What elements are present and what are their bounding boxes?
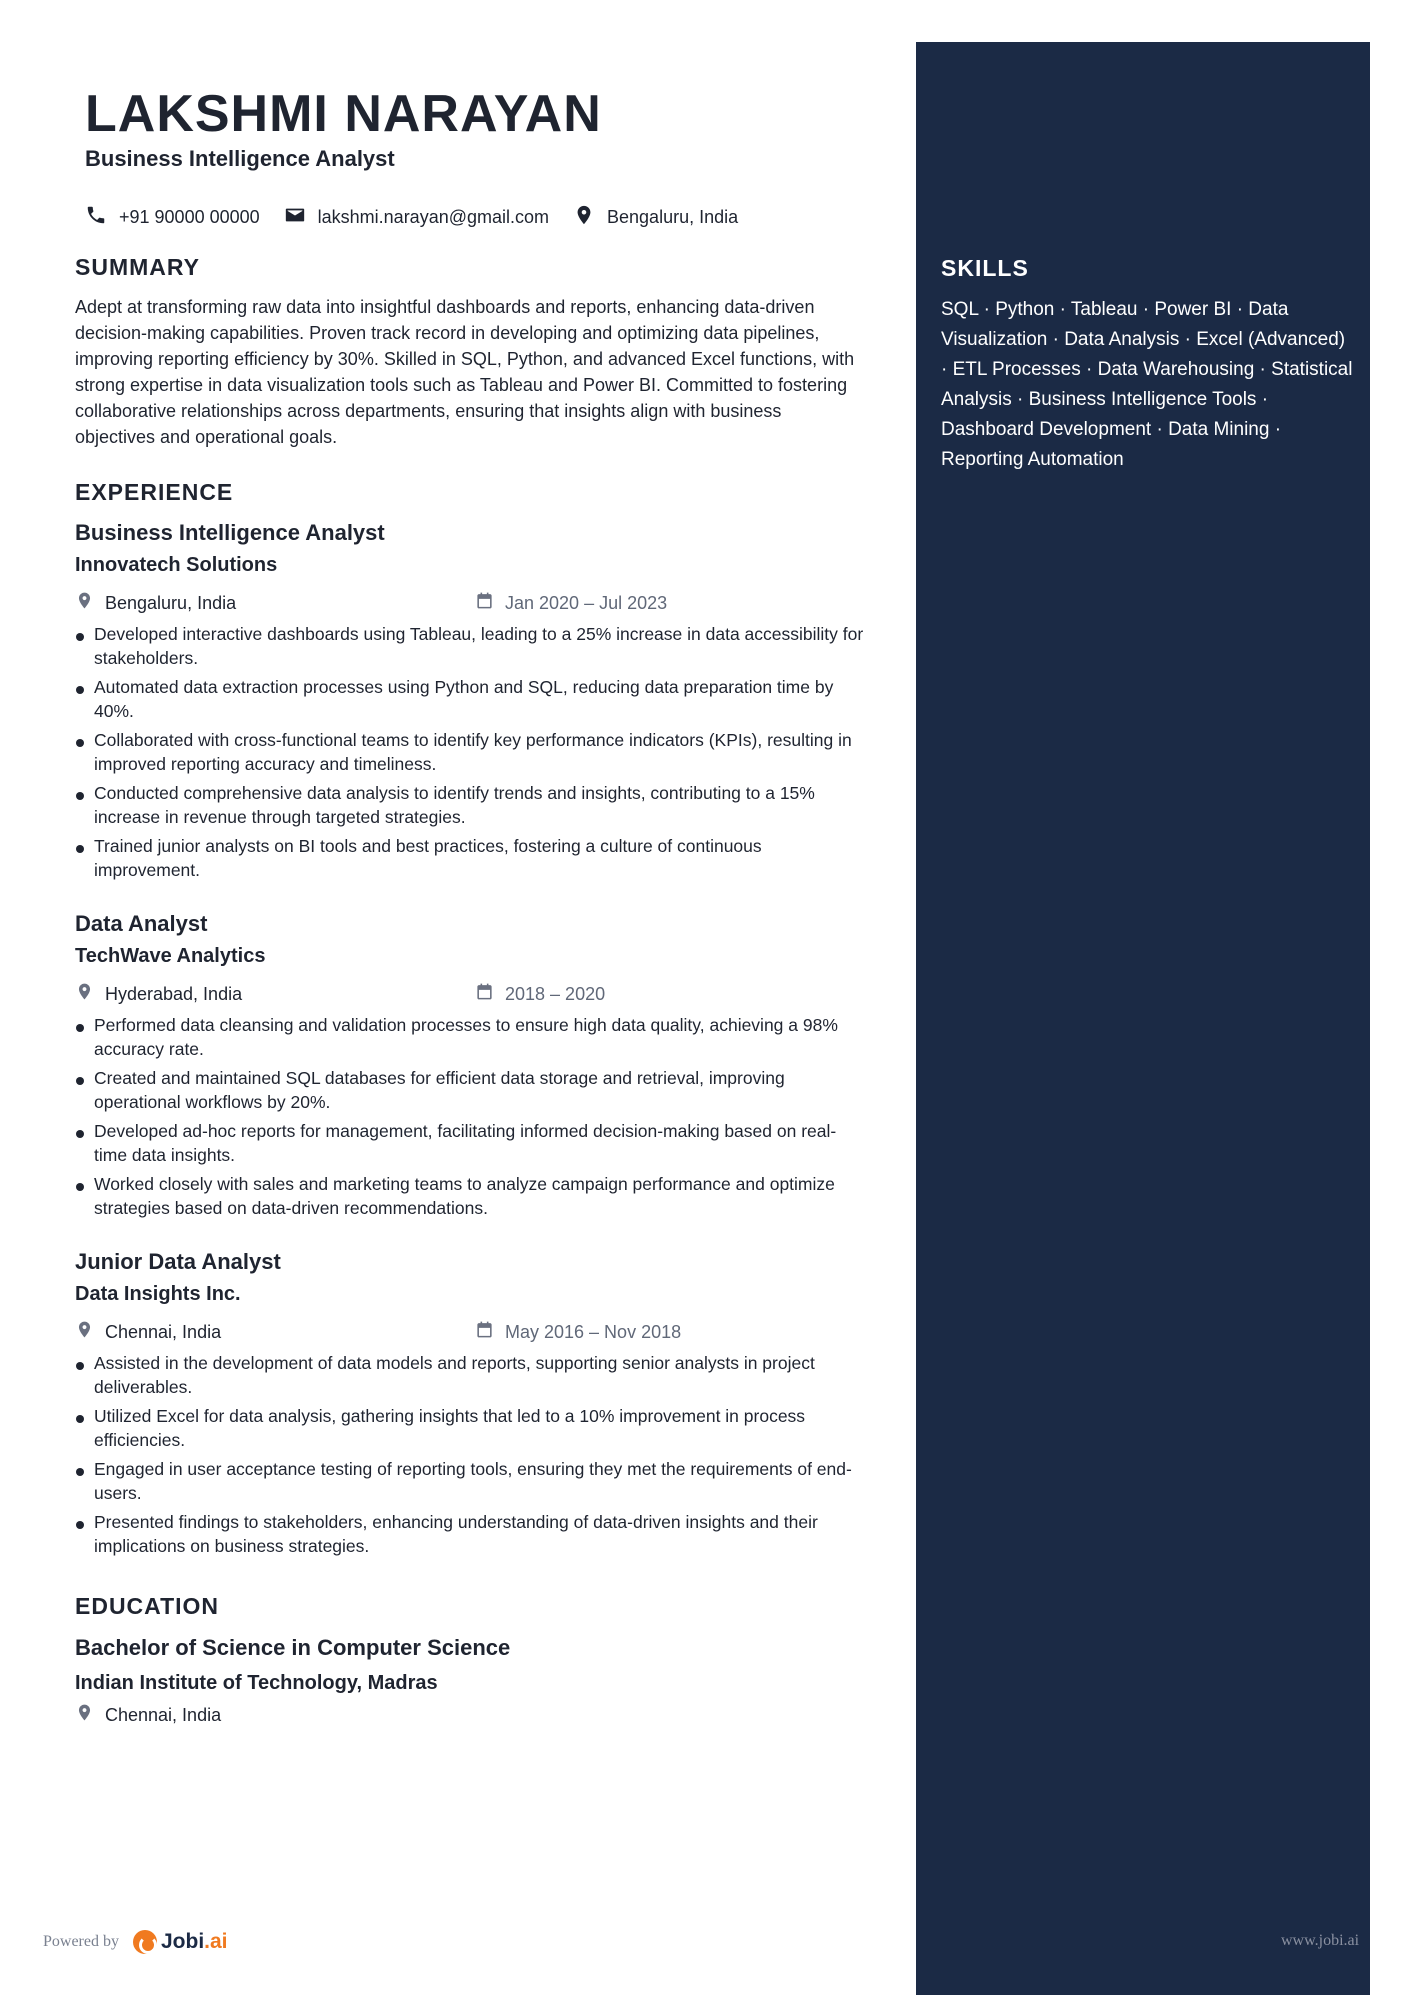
job-dates: [475, 982, 605, 1006]
job-bullets: [75, 1351, 865, 1558]
summary-text: Adept at transforming raw data into insightful dashboards and reports, enhancing data-driven decision-making capabilities. Proven track record in developing and optimizing data pipelines, improving reporting efficiency by 30%. Skilled in SQL, Python, and advanced Excel functions, with strong expertise in data visualization tools such as Tableau and Power BI. Committed to fostering collaborative relationships across departments, ensuring that insights align with business objectives and operational goals.: [75, 297, 855, 447]
calendar-icon: [475, 982, 505, 1006]
job-bullets: [75, 622, 865, 882]
jobi-logo-icon: [133, 1930, 157, 1954]
job-title: Data Analyst: [75, 911, 208, 936]
job-bullets: [75, 1013, 865, 1220]
job-bullet: Engaged in user acceptance testing of reporting tools, ensuring they met the requirements of end-users.: [75, 1457, 865, 1505]
email-text: lakshmi.narayan@gmail.com: [317, 207, 550, 227]
job-company: TechWave Analytics: [75, 945, 266, 967]
education-degree: Bachelor of Science in Computer Science: [75, 1635, 511, 1660]
job-location-text: Bengaluru, India: [105, 592, 237, 613]
job-meta: [75, 1315, 865, 1349]
job-bullet: Worked closely with sales and marketing teams to analyze campaign performance and optimize strategies based on data-driven recommendations.: [75, 1172, 865, 1220]
job-bullet: Utilized Excel for data analysis, gathering insights that led to a 10% improvement in process efficiencies.: [75, 1404, 865, 1452]
skills-sidebar: [916, 42, 1370, 1995]
job-dates-text: May 2016 – Nov 2018: [505, 1321, 682, 1342]
job-dates: [475, 591, 667, 615]
location-text: Bengaluru, India: [607, 207, 739, 227]
job-entry: [75, 1247, 865, 1563]
phone-icon: [85, 204, 119, 231]
skills-list: SQL · Python · Tableau · Power BI · Data Visualization · Data Analysis · Excel (Advanced) · ETL Processes · Data Warehousing · Statistical Analysis · Business Intelligence Tools · Dashboard Development · Data Mining · Reporting Automation: [941, 299, 1353, 470]
job-dates-text: 2018 – 2020: [505, 983, 606, 1004]
location-pin-icon: [75, 1320, 105, 1344]
job-bullet: Assisted in the development of data models and reports, supporting senior analysts in project deliverables.: [75, 1351, 865, 1399]
education-location-text: Chennai, India: [105, 1704, 222, 1725]
job-company: Data Insights Inc.: [75, 1283, 241, 1305]
job-location-text: Hyderabad, India: [105, 983, 243, 1004]
job-title: Junior Data Analyst: [75, 1249, 281, 1274]
email-icon: [284, 204, 318, 231]
phone-text: +91 90000 00000: [119, 207, 260, 227]
job-entry: [75, 909, 865, 1225]
job-location-text: Chennai, India: [105, 1321, 222, 1342]
job-dates-text: Jan 2020 – Jul 2023: [505, 592, 668, 613]
contact-phone: [85, 204, 260, 231]
jobi-logo-text: Jobi: [160, 1930, 205, 1953]
job-bullet: Trained junior analysts on BI tools and best practices, fostering a culture of continuous improvement.: [75, 834, 865, 882]
jobi-logo-suffix: .ai: [204, 1930, 228, 1953]
job-entry: [75, 518, 865, 887]
job-location: [75, 1320, 221, 1344]
calendar-icon: [475, 591, 505, 615]
education-entry: [75, 1631, 865, 1727]
footer-powered-by: [43, 1930, 228, 1954]
calendar-icon: [475, 1320, 505, 1344]
job-meta: [75, 586, 865, 620]
location-pin-icon: [75, 1703, 105, 1727]
job-bullet: Collaborated with cross-functional teams to identify key performance indicators (KPIs), resulting in improved reporting accuracy and timeliness.: [75, 728, 865, 776]
job-company: Innovatech Solutions: [75, 554, 278, 576]
contact-location: [573, 204, 738, 231]
experience-heading: EXPERIENCE: [75, 479, 234, 505]
location-pin-icon: [573, 204, 607, 231]
job-bullet: Conducted comprehensive data analysis to identify trends and insights, contributing to a 15% increase in revenue through targeted strategies.: [75, 781, 865, 829]
powered-by-text: Powered by: [43, 1933, 119, 1950]
contact-row: [85, 204, 762, 231]
contact-email: [284, 204, 549, 231]
job-bullet: Automated data extraction processes using Python and SQL, reducing data preparation time by 40%.: [75, 675, 865, 723]
location-pin-icon: [75, 591, 105, 615]
skills-heading: SKILLS: [941, 255, 1029, 281]
job-dates: [475, 1320, 681, 1344]
candidate-headline: Business Intelligence Analyst: [85, 146, 395, 171]
job-location: [75, 982, 242, 1006]
jobi-logo-link[interactable]: [133, 1930, 228, 1954]
job-bullet: Developed interactive dashboards using Tableau, leading to a 25% increase in data accessibility for stakeholders.: [75, 622, 865, 670]
footer-site-link[interactable]: www.jobi.ai: [1281, 1932, 1360, 1949]
job-bullet: Presented findings to stakeholders, enhancing understanding of data-driven insights and their implications on business strategies.: [75, 1510, 865, 1558]
education-school: Indian Institute of Technology, Madras: [75, 1672, 438, 1694]
job-title: Business Intelligence Analyst: [75, 520, 385, 545]
job-bullet: Developed ad-hoc reports for management, facilitating informed decision-making based on real-time data insights.: [75, 1119, 865, 1167]
education-heading: EDUCATION: [75, 1593, 220, 1619]
location-pin-icon: [75, 982, 105, 1006]
job-location: [75, 591, 236, 615]
job-bullet: Performed data cleansing and validation processes to ensure high data quality, achieving a 98% accuracy rate.: [75, 1013, 865, 1061]
candidate-name: LAKSHMI NARAYAN: [85, 85, 602, 143]
education-location: [75, 1703, 865, 1727]
job-bullet: Created and maintained SQL databases for efficient data storage and retrieval, improving operational workflows by 20%.: [75, 1066, 865, 1114]
job-meta: [75, 977, 865, 1011]
summary-heading: SUMMARY: [75, 254, 200, 280]
